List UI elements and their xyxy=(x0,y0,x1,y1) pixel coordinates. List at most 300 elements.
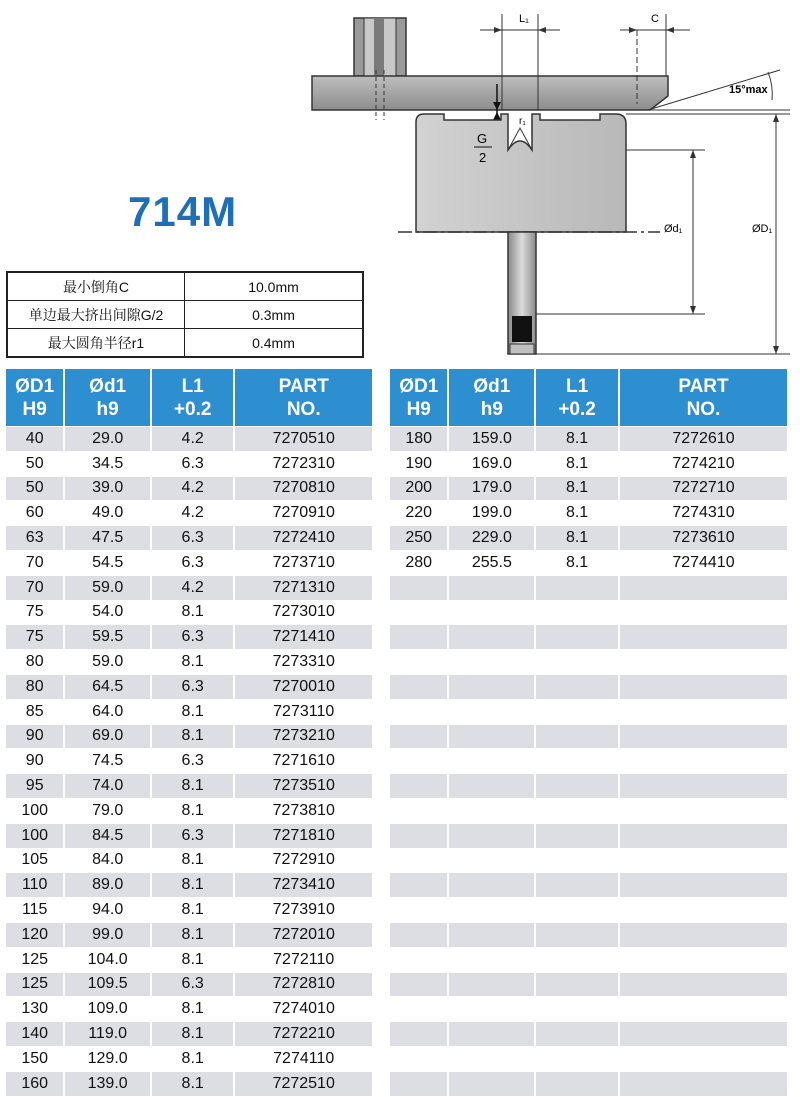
part-no-cell: 7272810 xyxy=(235,973,372,998)
length-cell: 4.2 xyxy=(152,477,236,502)
inner-diameter-cell: 59.0 xyxy=(65,576,152,601)
spec-label: 单边最大挤出间隙G/2 xyxy=(7,301,185,329)
outer-diameter-cell xyxy=(390,625,449,650)
length-cell: 4.2 xyxy=(152,576,236,601)
outer-diameter-cell: 85 xyxy=(6,700,65,725)
part-no-cell: 7273110 xyxy=(235,700,372,725)
part-no-cell: 7273710 xyxy=(235,551,372,576)
inner-diameter-cell xyxy=(449,576,536,601)
table-header-row xyxy=(6,369,372,426)
table-row xyxy=(6,824,372,849)
outer-diameter-cell: 115 xyxy=(6,898,65,923)
length-cell xyxy=(536,1022,620,1047)
outer-diameter-cell: 90 xyxy=(6,725,65,750)
length-cell: 8.1 xyxy=(152,923,236,948)
inner-diameter-cell: 64.0 xyxy=(65,700,152,725)
table-row xyxy=(390,477,787,502)
length-cell xyxy=(536,774,620,799)
inner-diameter-cell xyxy=(449,1047,536,1072)
length-cell xyxy=(536,849,620,874)
inner-diameter-cell: 74.5 xyxy=(65,749,152,774)
outer-diameter-cell: 130 xyxy=(6,997,65,1022)
length-cell: 8.1 xyxy=(536,477,620,502)
table-row xyxy=(390,898,787,923)
inner-diameter-cell: 29.0 xyxy=(65,426,152,452)
length-cell xyxy=(536,1072,620,1097)
table-row xyxy=(6,948,372,973)
length-cell xyxy=(536,650,620,675)
outer-diameter-cell: 200 xyxy=(390,477,449,502)
table-row xyxy=(390,997,787,1022)
part-no-cell: 7273610 xyxy=(620,526,787,551)
spec-label: 最小倒角C xyxy=(7,272,185,301)
part-no-cell: 7273910 xyxy=(235,898,372,923)
parts-table-right xyxy=(390,369,787,1097)
header-outer-diameter: ØD1 H9 xyxy=(390,369,449,426)
inner-diameter-cell xyxy=(449,948,536,973)
inner-diameter-cell: 79.0 xyxy=(65,799,152,824)
table-row xyxy=(6,700,372,725)
part-no-cell: 7273310 xyxy=(235,650,372,675)
part-no-cell: 7270810 xyxy=(235,477,372,502)
outer-diameter-cell xyxy=(390,873,449,898)
inner-diameter-cell: 199.0 xyxy=(449,501,536,526)
inner-diameter-cell: 34.5 xyxy=(65,452,152,477)
length-cell xyxy=(536,700,620,725)
outer-diameter-cell: 75 xyxy=(6,601,65,626)
part-no-cell: 7273510 xyxy=(235,774,372,799)
table-row xyxy=(6,551,372,576)
outer-diameter-cell xyxy=(390,601,449,626)
outer-diameter-cell: 95 xyxy=(6,774,65,799)
outer-diameter-cell xyxy=(390,849,449,874)
part-no-cell: 7271610 xyxy=(235,749,372,774)
table-row xyxy=(6,501,372,526)
spec-row xyxy=(7,272,363,301)
table-row xyxy=(390,501,787,526)
outer-diameter-cell xyxy=(390,824,449,849)
part-no-cell: 7273410 xyxy=(235,873,372,898)
table-row xyxy=(390,1022,787,1047)
inner-diameter-cell: 99.0 xyxy=(65,923,152,948)
table-row xyxy=(390,849,787,874)
table-row xyxy=(6,601,372,626)
outer-diameter-cell xyxy=(390,749,449,774)
inner-diameter-cell: 54.5 xyxy=(65,551,152,576)
g-denominator-label: 2 xyxy=(479,150,487,165)
parts-table-right-body xyxy=(390,426,787,1097)
part-no-cell: 7273810 xyxy=(235,799,372,824)
outer-diameter-cell: 110 xyxy=(6,873,65,898)
part-no-cell xyxy=(620,849,787,874)
header-length: L1 +0.2 xyxy=(152,369,236,426)
length-cell xyxy=(536,997,620,1022)
length-cell: 8.1 xyxy=(536,501,620,526)
part-no-cell xyxy=(620,725,787,750)
big-d1-label: ØD₁ xyxy=(752,223,773,235)
length-cell xyxy=(536,1047,620,1072)
part-no-cell xyxy=(620,650,787,675)
length-cell: 6.3 xyxy=(152,526,236,551)
part-no-cell: 7272410 xyxy=(235,526,372,551)
inner-diameter-cell: 129.0 xyxy=(65,1047,152,1072)
table-row xyxy=(6,452,372,477)
inner-diameter-cell xyxy=(449,923,536,948)
inner-diameter-cell xyxy=(449,650,536,675)
table-row xyxy=(390,725,787,750)
outer-diameter-cell: 150 xyxy=(6,1047,65,1072)
length-cell: 8.1 xyxy=(152,898,236,923)
table-row xyxy=(6,625,372,650)
part-no-cell: 7274110 xyxy=(235,1047,372,1072)
inner-diameter-cell: 169.0 xyxy=(449,452,536,477)
outer-diameter-cell xyxy=(390,725,449,750)
part-no-cell xyxy=(620,948,787,973)
outer-diameter-cell: 75 xyxy=(6,625,65,650)
outer-diameter-cell xyxy=(390,898,449,923)
length-cell xyxy=(536,749,620,774)
part-no-cell xyxy=(620,997,787,1022)
table-row xyxy=(390,973,787,998)
spec-value: 10.0mm xyxy=(185,272,364,301)
part-no-cell: 7274410 xyxy=(620,551,787,576)
inner-diameter-cell: 74.0 xyxy=(65,774,152,799)
length-cell: 8.1 xyxy=(536,551,620,576)
length-cell: 8.1 xyxy=(152,700,236,725)
table-row xyxy=(6,873,372,898)
length-cell: 8.1 xyxy=(152,873,236,898)
outer-diameter-cell xyxy=(390,923,449,948)
part-no-cell xyxy=(620,1072,787,1097)
inner-diameter-cell xyxy=(449,849,536,874)
inner-diameter-cell: 89.0 xyxy=(65,873,152,898)
part-no-cell: 7270910 xyxy=(235,501,372,526)
table-row xyxy=(390,948,787,973)
part-no-cell xyxy=(620,898,787,923)
inner-diameter-cell xyxy=(449,1022,536,1047)
outer-diameter-cell xyxy=(390,997,449,1022)
g-label: G xyxy=(477,131,488,146)
c-label: C xyxy=(651,13,659,25)
outer-diameter-cell xyxy=(390,675,449,700)
outer-diameter-cell: 125 xyxy=(6,973,65,998)
part-no-cell xyxy=(620,774,787,799)
part-no-cell: 7273210 xyxy=(235,725,372,750)
inner-diameter-cell: 69.0 xyxy=(65,725,152,750)
outer-diameter-cell: 60 xyxy=(6,501,65,526)
length-cell xyxy=(536,799,620,824)
length-cell xyxy=(536,923,620,948)
length-cell: 6.3 xyxy=(152,625,236,650)
inner-diameter-cell: 59.5 xyxy=(65,625,152,650)
header-outer-diameter: ØD1 H9 xyxy=(6,369,65,426)
length-cell xyxy=(536,824,620,849)
table-row xyxy=(390,923,787,948)
table-row xyxy=(390,774,787,799)
inner-diameter-cell: 39.0 xyxy=(65,477,152,502)
outer-diameter-cell: 120 xyxy=(6,923,65,948)
outer-diameter-cell: 80 xyxy=(6,650,65,675)
outer-diameter-cell: 90 xyxy=(6,749,65,774)
length-cell: 6.3 xyxy=(152,973,236,998)
spec-value: 0.3mm xyxy=(185,301,364,329)
table-row xyxy=(6,725,372,750)
table-header-row xyxy=(390,369,787,426)
outer-diameter-cell xyxy=(390,650,449,675)
inner-diameter-cell: 255.5 xyxy=(449,551,536,576)
length-cell: 8.1 xyxy=(152,774,236,799)
table-row xyxy=(6,526,372,551)
part-no-cell: 7274010 xyxy=(235,997,372,1022)
outer-diameter-cell: 190 xyxy=(390,452,449,477)
inner-diameter-cell xyxy=(449,774,536,799)
l1-label: L₁ xyxy=(519,13,529,25)
outer-diameter-cell: 105 xyxy=(6,849,65,874)
inner-diameter-cell: 59.0 xyxy=(65,650,152,675)
length-cell: 8.1 xyxy=(152,650,236,675)
outer-diameter-cell xyxy=(390,973,449,998)
table-row xyxy=(6,1022,372,1047)
outer-diameter-cell: 70 xyxy=(6,576,65,601)
part-no-cell: 7271810 xyxy=(235,824,372,849)
length-cell: 8.1 xyxy=(152,948,236,973)
part-no-cell xyxy=(620,576,787,601)
inner-diameter-cell xyxy=(449,725,536,750)
part-no-cell: 7272910 xyxy=(235,849,372,874)
table-row xyxy=(390,1072,787,1097)
product-title: 714M xyxy=(128,188,238,235)
part-no-cell: 7272610 xyxy=(620,426,787,452)
spec-label: 最大圆角半径r1 xyxy=(7,329,185,358)
length-cell: 4.2 xyxy=(152,501,236,526)
length-cell: 8.1 xyxy=(152,725,236,750)
length-cell: 6.3 xyxy=(152,452,236,477)
part-no-cell xyxy=(620,601,787,626)
table-row xyxy=(6,675,372,700)
header-part-no: PART NO. xyxy=(620,369,787,426)
rod-shape xyxy=(508,232,536,354)
table-row xyxy=(390,426,787,452)
outer-diameter-cell xyxy=(390,948,449,973)
inner-diameter-cell: 179.0 xyxy=(449,477,536,502)
r1-label: r₁ xyxy=(519,116,526,127)
outer-diameter-cell: 63 xyxy=(6,526,65,551)
table-row xyxy=(6,997,372,1022)
outer-diameter-cell xyxy=(390,799,449,824)
inner-diameter-cell xyxy=(449,799,536,824)
header-part-no: PART NO. xyxy=(235,369,372,426)
outer-diameter-cell: 100 xyxy=(6,824,65,849)
seal-cross-section-diagram xyxy=(300,0,800,365)
spec-table xyxy=(6,271,364,358)
part-no-cell: 7272510 xyxy=(235,1072,372,1097)
header-length: L1 +0.2 xyxy=(536,369,620,426)
table-row xyxy=(6,774,372,799)
length-cell: 6.3 xyxy=(152,675,236,700)
part-no-cell xyxy=(620,700,787,725)
length-cell xyxy=(536,576,620,601)
table-row xyxy=(390,601,787,626)
table-row xyxy=(390,650,787,675)
part-no-cell xyxy=(620,873,787,898)
table-row xyxy=(390,551,787,576)
part-no-cell xyxy=(620,625,787,650)
length-cell: 8.1 xyxy=(152,1072,236,1097)
inner-diameter-cell: 104.0 xyxy=(65,948,152,973)
outer-diameter-cell: 140 xyxy=(6,1022,65,1047)
length-cell xyxy=(536,898,620,923)
part-no-cell xyxy=(620,1047,787,1072)
part-no-cell: 7272110 xyxy=(235,948,372,973)
inner-diameter-cell: 54.0 xyxy=(65,601,152,626)
table-row xyxy=(6,799,372,824)
outer-diameter-cell xyxy=(390,576,449,601)
length-cell: 8.1 xyxy=(152,601,236,626)
part-no-cell: 7274210 xyxy=(620,452,787,477)
inner-diameter-cell xyxy=(449,997,536,1022)
outer-diameter-cell: 220 xyxy=(390,501,449,526)
outer-diameter-cell: 280 xyxy=(390,551,449,576)
outer-diameter-cell: 160 xyxy=(6,1072,65,1097)
inner-diameter-cell xyxy=(449,675,536,700)
table-row xyxy=(390,1047,787,1072)
inner-diameter-cell xyxy=(449,1072,536,1097)
length-cell: 8.1 xyxy=(536,426,620,452)
table-row xyxy=(6,849,372,874)
inner-diameter-cell xyxy=(449,898,536,923)
outer-diameter-cell: 180 xyxy=(390,426,449,452)
inner-diameter-cell: 94.0 xyxy=(65,898,152,923)
header-inner-diameter: Ød1 h9 xyxy=(449,369,536,426)
outer-diameter-cell: 100 xyxy=(6,799,65,824)
table-row xyxy=(6,1072,372,1097)
inner-diameter-cell: 159.0 xyxy=(449,426,536,452)
part-no-cell xyxy=(620,799,787,824)
chamfer-annotation xyxy=(648,70,790,110)
inner-diameter-cell: 64.5 xyxy=(65,675,152,700)
length-cell xyxy=(536,725,620,750)
spec-row xyxy=(7,329,363,358)
outer-diameter-cell: 50 xyxy=(6,452,65,477)
outer-diameter-cell xyxy=(390,1072,449,1097)
length-cell: 8.1 xyxy=(152,1047,236,1072)
length-cell: 8.1 xyxy=(152,997,236,1022)
part-no-cell: 7272010 xyxy=(235,923,372,948)
part-no-cell: 7271310 xyxy=(235,576,372,601)
outer-diameter-cell xyxy=(390,1047,449,1072)
nut-shape xyxy=(354,18,406,76)
length-cell: 8.1 xyxy=(152,1022,236,1047)
table-row xyxy=(6,650,372,675)
length-cell xyxy=(536,625,620,650)
header-inner-diameter: Ød1 h9 xyxy=(65,369,152,426)
length-cell xyxy=(536,675,620,700)
length-cell xyxy=(536,601,620,626)
outer-diameter-cell: 70 xyxy=(6,551,65,576)
parts-table-left-body xyxy=(6,426,372,1097)
part-no-cell xyxy=(620,824,787,849)
part-no-cell xyxy=(620,923,787,948)
part-no-cell: 7270510 xyxy=(235,426,372,452)
inner-diameter-cell: 47.5 xyxy=(65,526,152,551)
length-cell: 4.2 xyxy=(152,426,236,452)
length-cell xyxy=(536,973,620,998)
inner-diameter-cell: 139.0 xyxy=(65,1072,152,1097)
length-cell: 8.1 xyxy=(152,799,236,824)
table-row xyxy=(390,526,787,551)
length-cell xyxy=(536,948,620,973)
inner-diameter-cell xyxy=(449,973,536,998)
table-row xyxy=(6,923,372,948)
inner-diameter-cell: 229.0 xyxy=(449,526,536,551)
table-row xyxy=(390,576,787,601)
part-no-cell xyxy=(620,973,787,998)
outer-diameter-cell: 50 xyxy=(6,477,65,502)
part-no-cell: 7272310 xyxy=(235,452,372,477)
table-row xyxy=(390,873,787,898)
length-cell xyxy=(536,873,620,898)
table-row xyxy=(6,576,372,601)
length-cell: 8.1 xyxy=(152,849,236,874)
table-row xyxy=(390,625,787,650)
length-cell: 6.3 xyxy=(152,551,236,576)
angle-label: 15°max xyxy=(729,84,768,96)
table-row xyxy=(6,477,372,502)
part-no-cell xyxy=(620,675,787,700)
outer-diameter-cell: 80 xyxy=(6,675,65,700)
seal-body-shape xyxy=(416,114,626,232)
parts-table-left xyxy=(6,369,372,1097)
outer-diameter-cell xyxy=(390,774,449,799)
inner-diameter-cell xyxy=(449,824,536,849)
outer-diameter-cell: 40 xyxy=(6,426,65,452)
length-cell: 8.1 xyxy=(536,526,620,551)
part-no-cell xyxy=(620,749,787,774)
table-row xyxy=(390,700,787,725)
inner-diameter-cell: 109.0 xyxy=(65,997,152,1022)
inner-diameter-cell: 84.0 xyxy=(65,849,152,874)
table-row xyxy=(6,973,372,998)
inner-diameter-cell xyxy=(449,601,536,626)
inner-diameter-cell: 119.0 xyxy=(65,1022,152,1047)
inner-diameter-cell xyxy=(449,749,536,774)
outer-diameter-cell: 125 xyxy=(6,948,65,973)
table-row xyxy=(390,749,787,774)
table-row xyxy=(390,824,787,849)
outer-diameter-cell xyxy=(390,700,449,725)
inner-diameter-cell xyxy=(449,873,536,898)
part-no-cell: 7272210 xyxy=(235,1022,372,1047)
d1-label: Ød₁ xyxy=(664,223,683,235)
part-no-cell: 7272710 xyxy=(620,477,787,502)
outer-diameter-cell: 250 xyxy=(390,526,449,551)
table-row xyxy=(6,1047,372,1072)
part-no-cell: 7270010 xyxy=(235,675,372,700)
spec-value: 0.4mm xyxy=(185,329,364,358)
outer-diameter-cell xyxy=(390,1022,449,1047)
table-row xyxy=(390,452,787,477)
inner-diameter-cell: 49.0 xyxy=(65,501,152,526)
length-cell: 6.3 xyxy=(152,824,236,849)
length-cell: 8.1 xyxy=(536,452,620,477)
table-row xyxy=(390,675,787,700)
inner-diameter-cell: 109.5 xyxy=(65,973,152,998)
inner-diameter-cell xyxy=(449,625,536,650)
table-row xyxy=(6,898,372,923)
inner-diameter-cell xyxy=(449,700,536,725)
spec-row xyxy=(7,301,363,329)
table-row xyxy=(6,426,372,452)
